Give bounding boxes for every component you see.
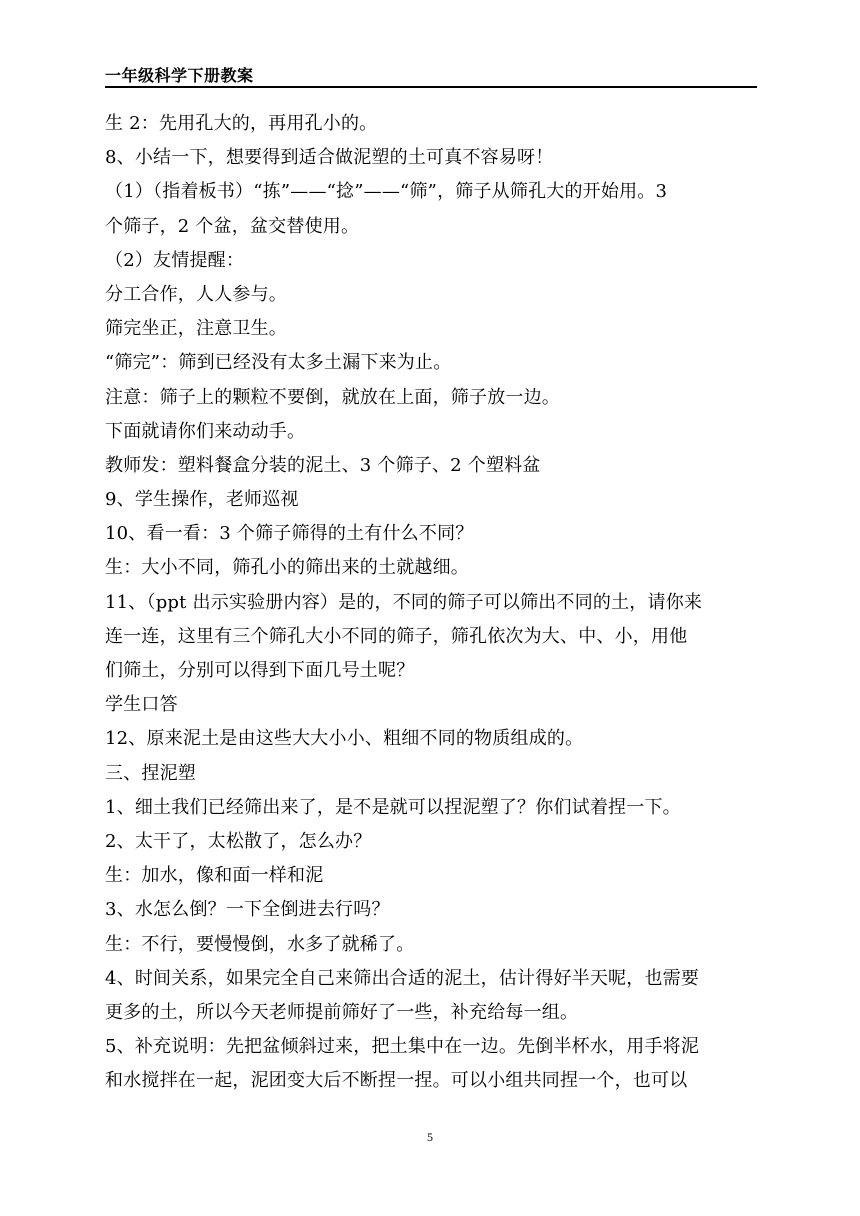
text-line: 3、水怎么倒？一下全倒进去行吗？ [105, 899, 390, 921]
text-line: 生：加水，像和面一样和泥 [105, 865, 324, 887]
text-line: 5、补充说明：先把盆倾斜过来，把土集中在一边。先倒半杯水，用手将泥 [105, 1036, 700, 1058]
text-line: 分工合作，人人参与。 [105, 283, 287, 305]
text-line: 8、小结一下，想要得到适合做泥塑的土可真不容易呀！ [105, 147, 554, 169]
text-line: 生：大小不同，筛孔小的筛出来的土就越细。 [105, 557, 469, 579]
text-line: 们筛土，分别可以得到下面几号土呢？ [105, 660, 415, 681]
text-line: “筛完”：筛到已经没有太多土漏下来为止。 [105, 352, 452, 374]
document-body [105, 107, 760, 1098]
text-line: 下面就请你们来动动手。 [105, 420, 306, 442]
text-line: 筛完坐正，注意卫生。 [105, 318, 287, 340]
text-line: 注意：筛子上的颗粒不要倒，就放在上面，筛子放一边。 [105, 386, 560, 408]
text-line: 教师发：塑料餐盒分装的泥土、3 个筛子、2 个塑料盆 [105, 454, 541, 476]
text-line: 连一连，这里有三个筛孔大小不同的筛子，筛孔依次为大、中、小，用他 [105, 625, 688, 647]
text-line: 11、（ppt 出示实验册内容）是的，不同的筛子可以筛出不同的土，请你来 [105, 591, 703, 613]
text-line: （1）（指着板书）“拣”——“捻”——“筛”，筛子从筛孔大的开始用。3 [105, 181, 668, 203]
text-line: 学生口答 [105, 694, 178, 716]
section-heading: 三、捏泥塑 [105, 762, 196, 784]
text-line: 生 2：先用孔大的，再用孔小的。 [105, 113, 378, 134]
text-line: 4、时间关系，如果完全自己来筛出合适的泥土，估计得好半天呢，也需要 [105, 967, 700, 989]
text-line: （2）友情提醒： [105, 249, 245, 271]
text-line: 更多的土，所以今天老师提前筛好了一些，补充给每一组。 [105, 1001, 579, 1023]
text-line: 10、看一看：3 个筛子筛得的土有什么不同？ [105, 523, 474, 545]
text-line: 个筛子，2 个盆，盆交替使用。 [105, 215, 360, 237]
header-title: 一年级科学下册教案 [105, 66, 254, 85]
text-line: 9、学生操作，老师巡视 [105, 489, 299, 511]
text-line: 2、太干了，太松散了，怎么办？ [105, 830, 372, 852]
text-line: 和水搅拌在一起，泥团变大后不断捏一捏。可以小组共同捏一个，也可以 [105, 1070, 688, 1092]
text-line: 生：不行，要慢慢倒，水多了就稀了。 [105, 933, 415, 955]
text-line: 12、原来泥土是由这些大大小小、粗细不同的物质组成的。 [105, 728, 584, 750]
page-number: 5 [427, 1130, 433, 1144]
page-header [105, 62, 757, 88]
text-line: 1、细土我们已经筛出来了，是不是就可以捏泥塑了？你们试着捏一下。 [105, 796, 681, 818]
